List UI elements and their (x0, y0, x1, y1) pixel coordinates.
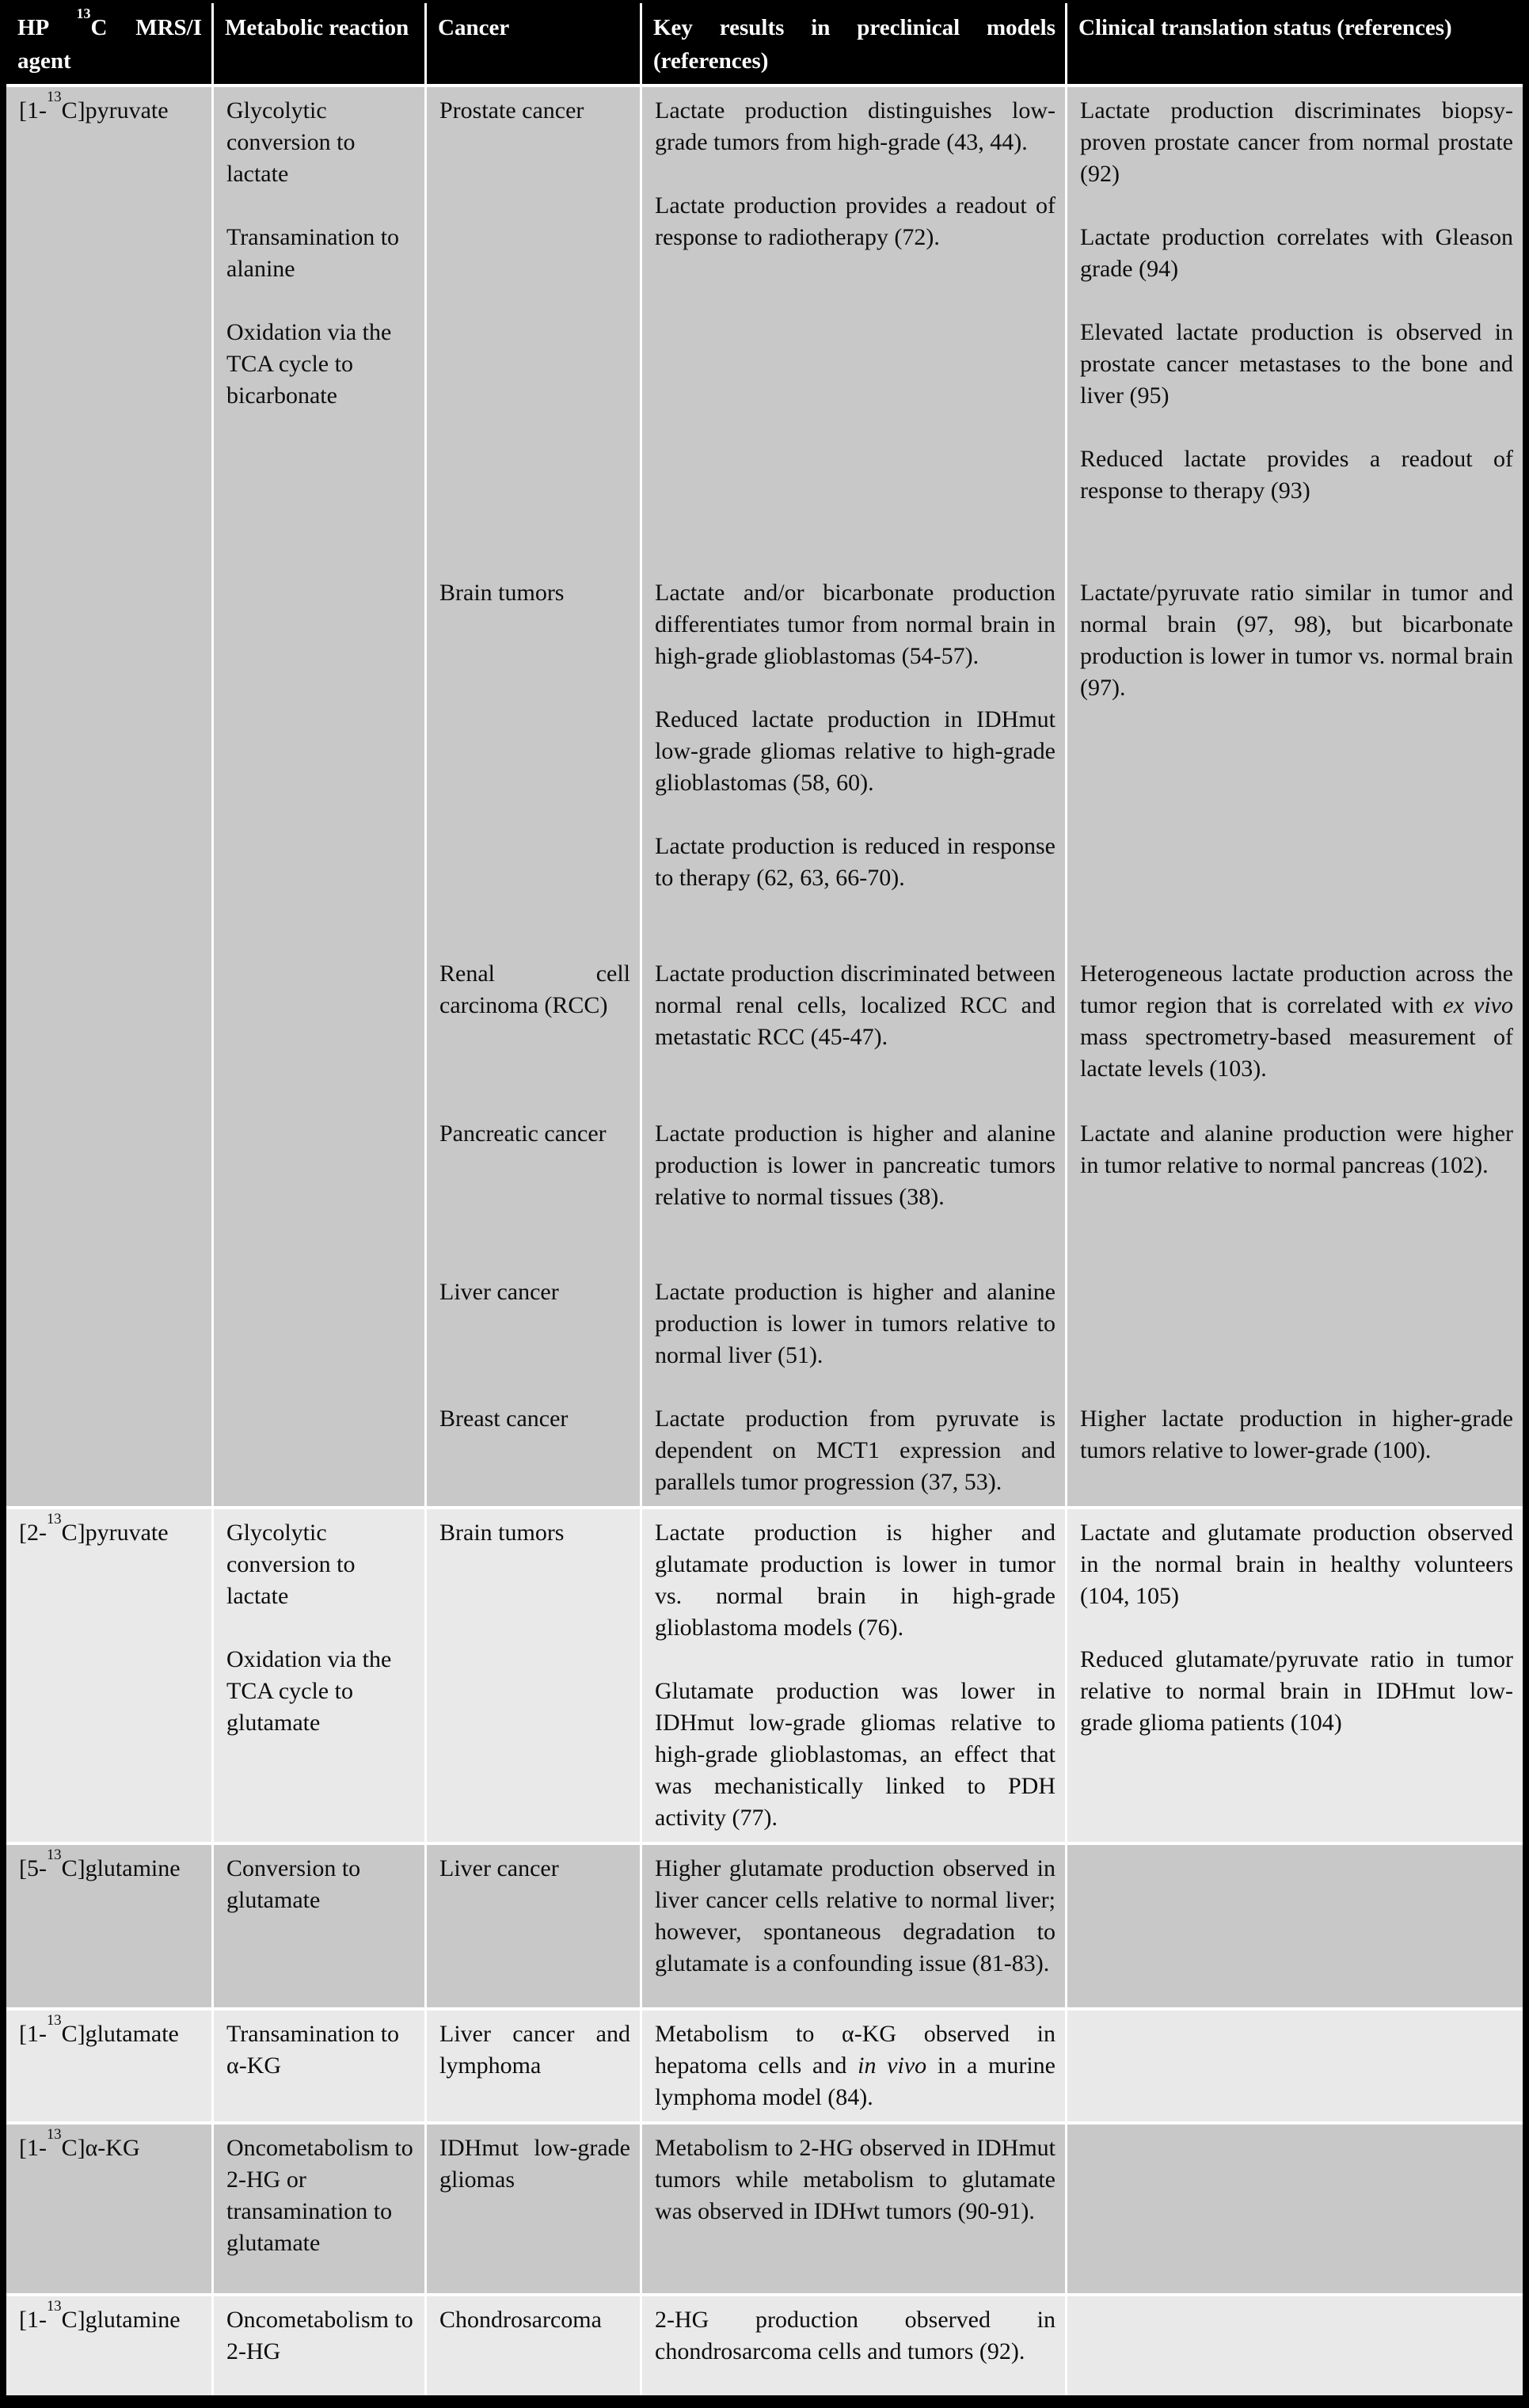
clinical-paragraph: Reduced glutamate/pyruvate ratio in tumor relative to normal brain in IDHmut low-grade glioma patients (104) (1080, 1646, 1513, 1736)
table-header-row (6, 3, 1523, 84)
agent-row (6, 2125, 1523, 2293)
agent-name: [1-$^{13}$C]α-KG (19, 2125, 140, 2161)
preclinical-paragraph: Lactate production discriminated between normal renal cells, localized RCC and metastatic RCC (45-47). (655, 961, 1055, 1050)
clinical-cell (1067, 569, 1523, 950)
preclinical-cell (642, 1110, 1065, 1269)
preclinical-cell (642, 1845, 1065, 2007)
agent-name: [1-$^{13}$C]glutamine (19, 2297, 181, 2333)
preclinical-paragraph: 2-HG production observed in chondrosarcoma cells and tumors (92). (655, 2307, 1055, 2364)
preclinical-paragraph: Lactate production provides a readout of response to radiotherapy (72). (655, 192, 1055, 250)
header-cell-cancer: Cancer (427, 3, 640, 84)
clinical-cell (1067, 2125, 1523, 2293)
header-cell-agent: HP $^{13}$C MRS/I agent (6, 3, 211, 84)
agent-cell (6, 2125, 211, 2293)
cancer-label: Breast cancer (439, 1406, 569, 1432)
agent-cell (6, 1845, 211, 2007)
clinical-paragraph: Reduced lactate provides a readout of response to therapy (93) (1080, 446, 1513, 504)
clinical-cell (1067, 1110, 1523, 1269)
agent-name: [2-$^{13}$C]pyruvate (19, 1510, 169, 1546)
preclinical-paragraph: Metabolism to 2-HG observed in IDHmut tumors while metabolism to glutamate was observed in IDHwt tumors (90-91). (655, 2135, 1055, 2224)
reaction-item: Oncometabolism to 2-HG (226, 2307, 413, 2364)
reaction-cell (214, 1509, 424, 1842)
clinical-paragraph: Lactate production discriminates biopsy-proven prostate cancer from normal prostate (92) (1080, 97, 1513, 187)
clinical-cell (1067, 2010, 1523, 2121)
reaction-item: Glycolytic conversion to lactate (226, 1520, 356, 1609)
preclinical-paragraph: Metabolism to α-KG observed in hepatoma cells and in vivo in a murine lymphoma model (84). (655, 2021, 1055, 2110)
cancer-label: Liver cancer (439, 1279, 559, 1305)
cancer-cell (427, 2010, 640, 2121)
agent-name: [5-$^{13}$C]glutamine (19, 1846, 181, 1881)
preclinical-paragraph: Reduced lactate production in IDHmut low-grade gliomas relative to high-grade glioblastomas (58, 60). (655, 706, 1055, 796)
preclinical-paragraph: Higher glutamate production observed in liver cancer cells relative to normal liver; however, spontaneous degradation to glutamate is a confounding issue (81-83). (655, 1855, 1055, 1976)
agent-cell (6, 2010, 211, 2121)
reaction-cell (214, 1845, 424, 2007)
preclinical-paragraph: Lactate production is higher and alanine production is lower in tumors relative to normal liver (51). (655, 1279, 1055, 1368)
cancer-cell (427, 1110, 640, 1269)
reaction-cell (214, 2125, 424, 2293)
reaction-item: Oncometabolism to 2-HG or transamination to glutamate (226, 2135, 413, 2256)
preclinical-cell (642, 87, 1065, 569)
header-cell-preclinical: Key results in preclinical models (references) (642, 3, 1065, 84)
header-cell-reaction: Metabolic reaction (214, 3, 424, 84)
preclinical-cell (642, 1395, 1065, 1506)
preclinical-cell (642, 2296, 1065, 2395)
clinical-paragraph: Lactate production correlates with Gleason grade (94) (1080, 224, 1513, 282)
reaction-item: Transamination to alanine (226, 224, 400, 282)
cancer-label: Liver cancer and lymphoma (439, 2021, 630, 2079)
preclinical-paragraph: Lactate production from pyruvate is dependent on MCT1 expression and parallels tumor progression (37, 53). (655, 1406, 1055, 1495)
cancer-cell (427, 1269, 640, 1395)
agent-row (6, 87, 1523, 1506)
clinical-cell (1067, 87, 1523, 569)
cancer-label: IDHmut low-grade gliomas (439, 2135, 630, 2193)
reaction-item: Transamination to α-KG (226, 2021, 400, 2079)
preclinical-paragraph: Lactate and/or bicarbonate production differentiates tumor from normal brain in high-grade glioblastomas (54-57). (655, 580, 1055, 669)
preclinical-paragraph: Lactate production is higher and glutamate production is lower in tumor vs. normal brain in high-grade glioblastoma models (76). (655, 1520, 1055, 1641)
cancer-label: Pancreatic cancer (439, 1120, 607, 1147)
cancer-label: Prostate cancer (439, 97, 584, 124)
clinical-paragraph: Elevated lactate production is observed in prostate cancer metastases to the bone and liver (95) (1080, 319, 1513, 409)
preclinical-cell (642, 1269, 1065, 1395)
cancer-cell (427, 2125, 640, 2293)
preclinical-paragraph: Lactate production distinguishes low-grade tumors from high-grade (43, 44). (655, 97, 1055, 155)
cancer-cell (427, 2296, 640, 2395)
agent-name: [1-$^{13}$C]glutamate (19, 2011, 179, 2047)
clinical-cell (1067, 1269, 1523, 1395)
header-cell-clinical: Clinical translation status (references) (1067, 3, 1523, 84)
preclinical-cell (642, 950, 1065, 1110)
cancer-cell (427, 87, 640, 569)
cancer-cell (427, 569, 640, 950)
reaction-item: Oxidation via the TCA cycle to bicarbonate (226, 319, 392, 409)
preclinical-paragraph: Lactate production is reduced in response to therapy (62, 63, 66-70). (655, 833, 1055, 891)
preclinical-paragraph: Glutamate production was lower in IDHmut low-grade gliomas relative to high-grade glioblastomas, an effect that was mechanistically linked to PDH activity (77). (655, 1678, 1055, 1831)
cancer-label: Liver cancer (439, 1855, 559, 1881)
clinical-paragraph: Lactate/pyruvate ratio similar in tumor and normal brain (97, 98), but bicarbonate production is lower in tumor vs. normal brain (97). (1080, 580, 1513, 701)
clinical-cell (1067, 950, 1523, 1110)
agent-cell (6, 1509, 211, 1842)
reaction-cell (214, 2296, 424, 2395)
agent-row (6, 2010, 1523, 2121)
clinical-paragraph: Lactate and glutamate production observed in the normal brain in healthy volunteers (104, 105) (1080, 1520, 1513, 1609)
preclinical-paragraph: Lactate production is higher and alanine production is lower in pancreatic tumors relative to normal tissues (38). (655, 1120, 1055, 1210)
cancer-label: Brain tumors (439, 580, 565, 606)
reaction-item: Conversion to glutamate (226, 1855, 361, 1913)
cancer-cell (427, 1845, 640, 2007)
reaction-item: Oxidation via the TCA cycle to glutamate (226, 1646, 392, 1736)
agent-row (6, 2296, 1523, 2395)
table-inner (6, 3, 1523, 2395)
cancer-label: Renal cell carcinoma (RCC) (439, 961, 630, 1018)
agent-cell (6, 87, 211, 1506)
agent-row (6, 1509, 1523, 1842)
preclinical-cell (642, 1509, 1065, 1842)
clinical-cell (1067, 1395, 1523, 1506)
reaction-cell (214, 87, 424, 1506)
clinical-cell (1067, 2296, 1523, 2395)
cancer-cell (427, 1509, 640, 1842)
agent-cell (6, 2296, 211, 2395)
clinical-cell (1067, 1509, 1523, 1842)
cancer-label: Chondrosarcoma (439, 2307, 602, 2333)
reaction-item: Glycolytic conversion to lactate (226, 97, 356, 187)
table-body (6, 87, 1523, 2395)
preclinical-cell (642, 569, 1065, 950)
clinical-paragraph: Heterogeneous lactate production across the tumor region that is correlated with ex vivo mass spectrometry-based measurement of lactate levels (103). (1080, 961, 1513, 1082)
preclinical-cell (642, 2125, 1065, 2293)
reaction-cell (214, 2010, 424, 2121)
preclinical-cell (642, 2010, 1065, 2121)
clinical-paragraph: Lactate and alanine production were higher in tumor relative to normal pancreas (102). (1080, 1120, 1513, 1178)
cancer-label: Brain tumors (439, 1520, 565, 1546)
cancer-cell (427, 950, 640, 1110)
cancer-cell (427, 1395, 640, 1506)
agent-name: [1-$^{13}$C]pyruvate (19, 88, 169, 124)
clinical-paragraph: Higher lactate production in higher-grade tumors relative to lower-grade (100). (1080, 1406, 1513, 1463)
clinical-cell (1067, 1845, 1523, 2007)
agent-row (6, 1845, 1523, 2007)
